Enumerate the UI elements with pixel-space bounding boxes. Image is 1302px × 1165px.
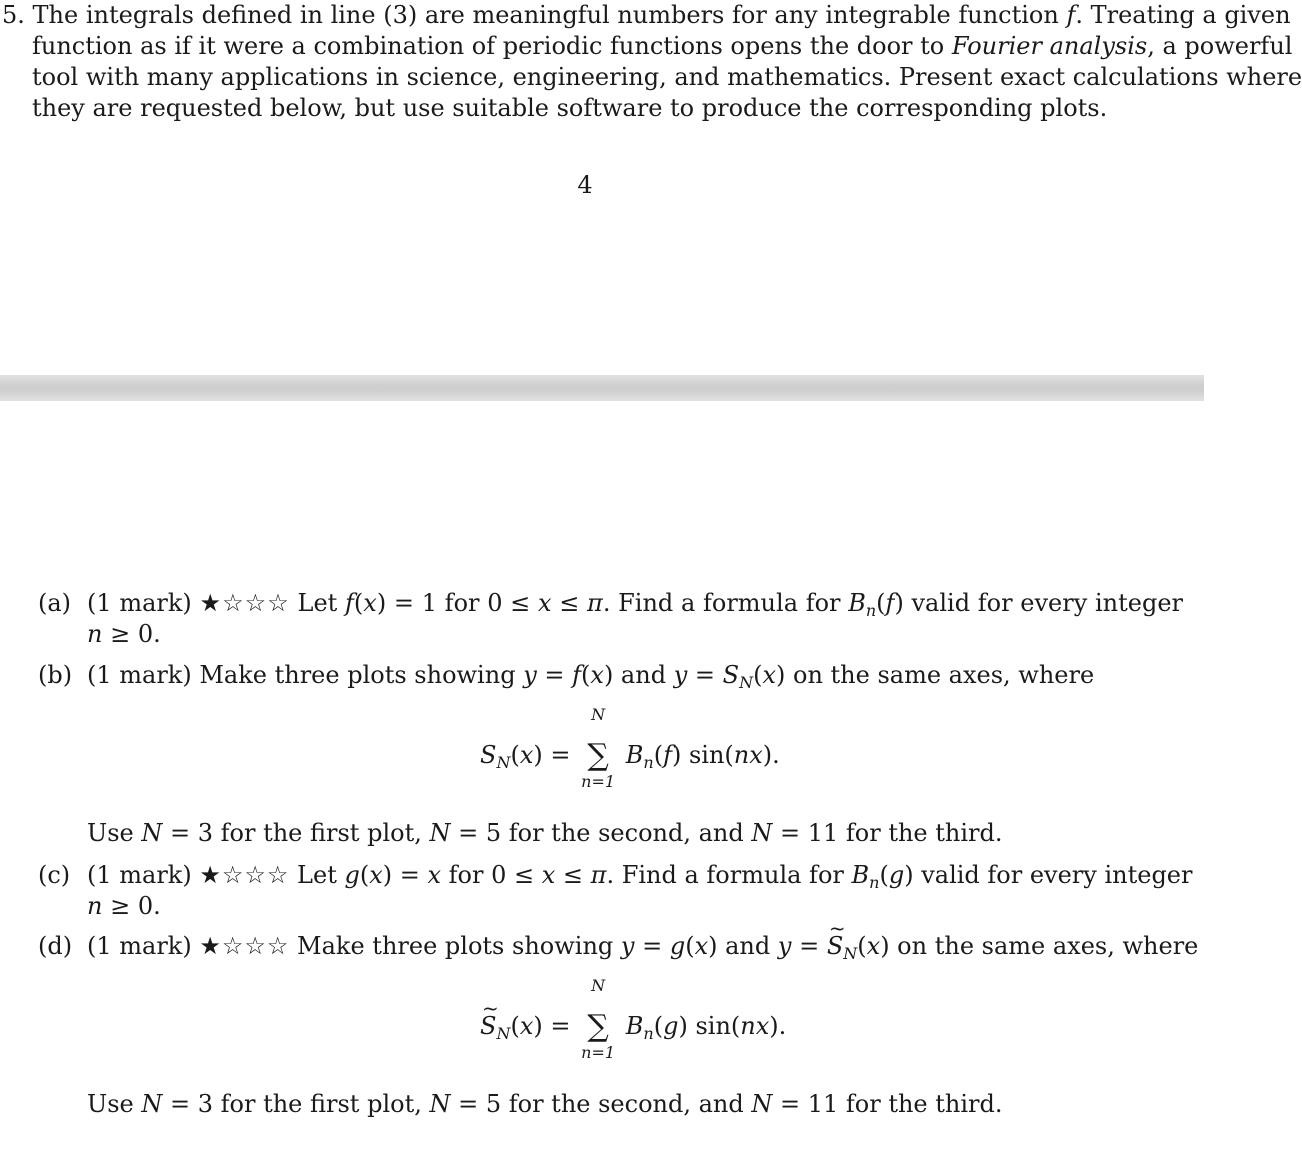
part-a-label: (a) — [38, 589, 72, 617]
page-number: 4 — [577, 171, 593, 199]
sum-symbol-d: N ∑ n=1 — [581, 976, 616, 1062]
part-b-equation: $S_N(x)$ = N ∑ n=1 $B_n(f)$ sin(nx). — [480, 705, 780, 791]
intro-text-1-tail: . Treating a given — [1075, 1, 1291, 29]
part-b-marks: (1 mark) — [87, 661, 192, 689]
part-a-line-2: n ≥ 0. — [87, 620, 161, 648]
intro-line-3: tool with many applications in science, engineering, and mathematics. Present exact calculations where — [32, 63, 1302, 91]
part-b-label: (b) — [38, 661, 73, 689]
part-c-marks: (1 mark) — [87, 861, 192, 889]
problem-intro-rest — [32, 31, 1302, 124]
part-d-note: Use N = 3 for the first plot, N = 5 for the second, and N = 11 for the third. — [87, 1090, 1003, 1118]
part-b-text: (1 mark) Make three plots showing y = f(x) and $y = S_N(x)$ on the same axes, where — [87, 661, 1095, 692]
intro-text-1: The integrals defined in line (3) are meaningful numbers for any integrable function — [32, 1, 1059, 29]
part-d-stars: ★☆☆☆ — [199, 932, 290, 960]
part-d-equation: ~ $S_N(x)$ = N ∑ n=1 $B_n(g)$ sin(nx). — [480, 1011, 786, 1044]
f-symbol: f — [1066, 1, 1076, 29]
intro-line-2: function as if it were a combination of periodic functions opens the door to Fourier analysis, a powerful — [32, 32, 1293, 60]
sum-symbol-b: N ∑ n=1 — [581, 705, 616, 791]
part-a-line-1: (1 mark) ★☆☆☆ Let f(x) = 1 for 0 ≤ x ≤ π. Find a formula for $B_n(f)$ valid for every integer — [87, 589, 1184, 620]
intro-line-4: they are requested below, but use suitable software to produce the corresponding plots. — [32, 94, 1108, 122]
part-c-stars: ★☆☆☆ — [199, 861, 290, 889]
page-break-divider — [0, 375, 1204, 401]
part-c-line-2: n ≥ 0. — [87, 892, 161, 920]
problem-number: 5. — [2, 1, 25, 29]
fourier-term: Fourier analysis — [951, 32, 1148, 60]
problem-intro-line-1 — [2, 0, 1291, 31]
part-d-marks: (1 mark) — [87, 932, 192, 960]
part-c-label: (c) — [38, 861, 71, 889]
part-d-label: (d) — [38, 932, 73, 960]
part-c-line-1: (1 mark) ★☆☆☆ Let g(x) = x for 0 ≤ x ≤ π. Find a formula for $B_n(g)$ valid for every integer — [87, 861, 1193, 892]
part-b-note: Use N = 3 for the first plot, N = 5 for the second, and N = 11 for the third. — [87, 819, 1003, 847]
part-a-marks: (1 mark) — [87, 589, 192, 617]
part-d-text: (1 mark) ★☆☆☆ Make three plots showing y = g(x) and y = ~ $S_N(x)$ on the same axes, where — [87, 931, 1198, 962]
part-a-stars: ★☆☆☆ — [199, 589, 290, 617]
